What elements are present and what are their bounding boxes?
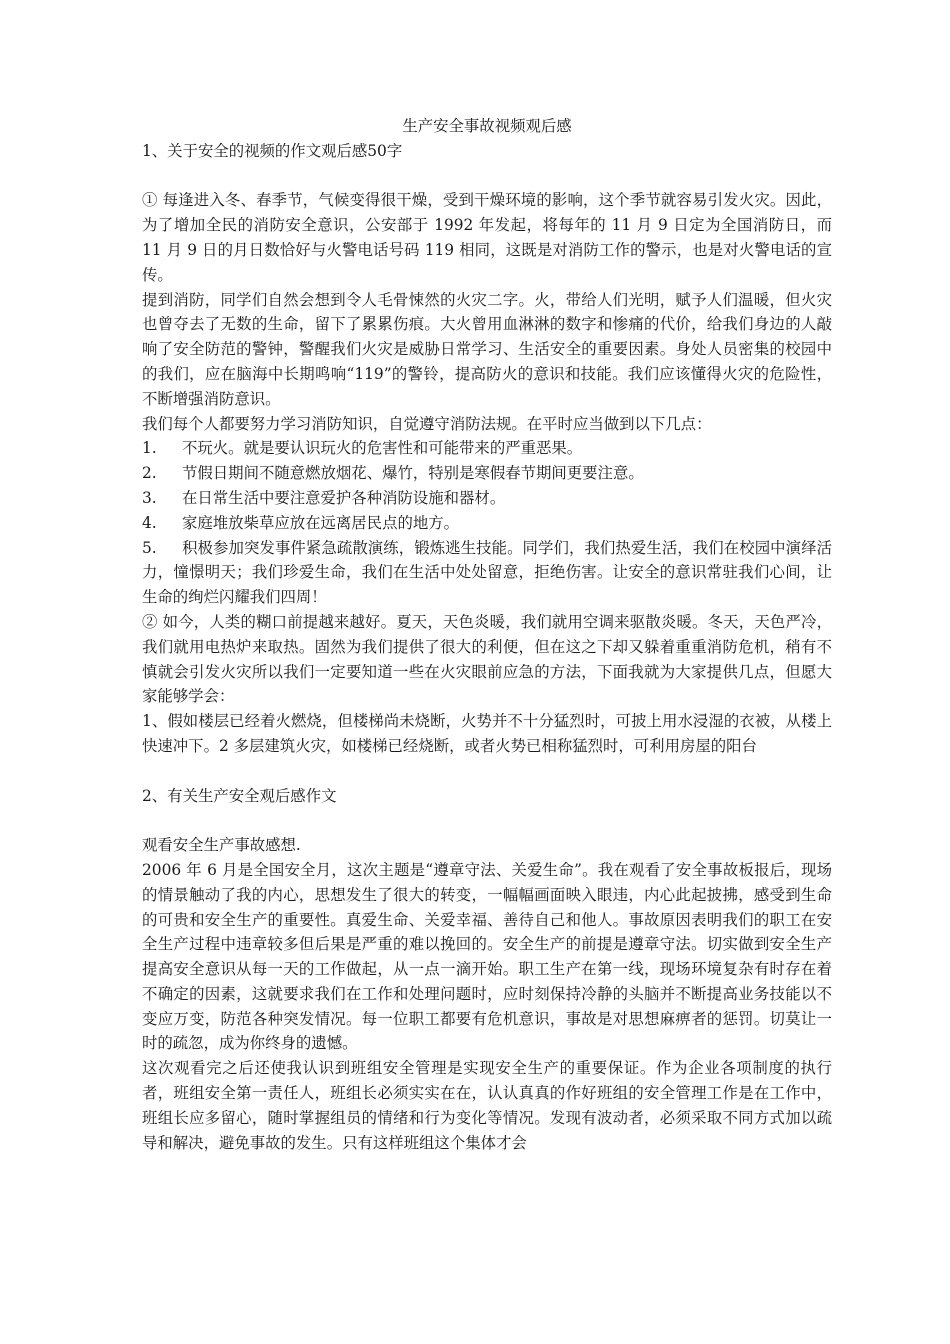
list-item-number: 5. bbox=[142, 538, 157, 557]
section1-heading: 1、关于安全的视频的作文观后感50字 bbox=[142, 141, 403, 160]
blank-line bbox=[142, 164, 832, 189]
section1-paragraph-5: 1、假如楼层已经着火燃烧，但楼梯尚未烧断，火势并不十分猛烈时，可披上用水浸湿的衣被，从楼上快速冲下。2 多层建筑火灾，如楼梯已经烧断，或者火势已相称猛烈时，可利用房屋的阳台 bbox=[142, 712, 832, 755]
list-item-number: 2. bbox=[142, 464, 157, 483]
section2-paragraph-2: 2006 年 6 月是全国安全月，这次主题是“遵章守法、关爱生命”。我在观看了安全事故板报后，现场的情景触动了我的内心，思想发生了很大的转变，一幅幅画面映入眼违，内心此起披拂，感受到生命的可贵和安全生产的重要性。真爱生命、关爱幸福、善待自己和他人。事故原因表明我们的职工在安全生产过程中违章较多但后果是严重的难以挽回的。安全生产的前提是遵章守法。切实做到安全生产提高安全意识从每一天的工作做起，从一点一滴开始。职工生产在第一线，现场环境复杂有时存在着不确定的因素，这就要求我们在工作和处理问题时，应时刻保持冷静的头脑并不断提高业务技能以不变应万变，防范各种突发情况。每一位职工都要有危机意识，事故是对思想麻痹者的惩罚。切莫让一时的疏忽，成为你终身的遗憾。 bbox=[142, 860, 832, 1053]
list-item-text: 积极参加突发事件紧急疏散演练，锻炼逃生技能。同学们，我们热爱生活，我们在校园中演绎活力，憧憬明天；我们珍爱生命，我们在生活中处处留意，拒绝伤害。让安全的意识常驻我们心间，让生命的绚烂闪耀我们四周！ bbox=[142, 538, 832, 607]
section1-paragraph-3: 我们每个人都要努力学习消防知识，自觉遵守消防法规。在平时应当做到以下几点： bbox=[142, 414, 712, 433]
section1-paragraph-2: 提到消防，同学们自然会想到令人毛骨悚然的火灾二字。火，带给人们光明，赋予人们温暖，但火灾也曾夺去了无数的生命，留下了累累伤痕。大火曾用血淋淋的数字和惨痛的代价，给我们身边的人敲响了安全防范的警钟，警醒我们火灾是威胁日常学习、生活安全的重要因素。身处人员密集的校园中的我们，应在脑海中长期鸣响“119”的警铃，提高防火的意识和技能。我们应该懂得火灾的危险性，不断增强消防意识。 bbox=[142, 290, 832, 408]
blank-line bbox=[142, 759, 832, 784]
section2-paragraph-1: 观看安全生产事故感想. bbox=[142, 836, 301, 855]
list-item-text: 不玩火。就是要认识玩火的危害性和可能带来的严重恶果。 bbox=[182, 439, 583, 458]
section1-paragraph-1: ① 每逢进入冬、春季节，气候变得很干燥，受到干燥环境的影响，这个季节就容易引发火灾。因此，为了增加全民的消防安全意识，公安部于 1992 年发起，将每年的 11 月 9 日定为全国消防日，而 11 月 9 日的月日数恰好与火警电话号码 119 相同，这既是对消防工作的警示，也是对火警电话的宣传。 bbox=[142, 191, 832, 284]
list-item bbox=[142, 486, 832, 511]
list-item bbox=[142, 436, 832, 461]
blank-line bbox=[142, 808, 832, 833]
document-title: 生产安全事故视频观后感 bbox=[402, 117, 572, 135]
list-item bbox=[142, 536, 832, 610]
safety-tips-list bbox=[142, 436, 832, 610]
list-item-number: 1. bbox=[142, 439, 157, 458]
section1-paragraph-4: ② 如今，人类的糊口前提越来越好。夏天，天色炎暖，我们就用空调来驱散炎暖。冬天，天色严冷，我们就用电热炉来取热。固然为我们提供了很大的利便，但在这之下却又躲着重重消防危机，稍有不慎就会引发火灾所以我们一定要知道一些在火灾眼前应急的方法，下面我就为大家提供几点，但愿大家能够学会： bbox=[142, 612, 832, 706]
list-item-text: 在日常生活中要注意爱护各种消防设施和器材。 bbox=[182, 488, 506, 507]
section2-heading: 2、有关生产安全观后感作文 bbox=[142, 786, 337, 805]
list-item bbox=[142, 511, 832, 536]
list-item bbox=[142, 461, 832, 486]
list-item-text: 节假日期间不随意燃放烟花、爆竹，特别是寒假春节期间更要注意。 bbox=[182, 464, 644, 483]
list-item-text: 家庭堆放柴草应放在远离居民点的地方。 bbox=[182, 513, 460, 532]
list-item-number: 4. bbox=[142, 513, 157, 532]
list-item-number: 3. bbox=[142, 488, 157, 507]
document-body bbox=[142, 114, 832, 1155]
section2-paragraph-3: 这次观看完之后还使我认识到班组安全管理是实现安全生产的重要保证。作为企业各项制度的执行者，班组安全第一责任人，班组长必须实实在在，认认真真的作好班组的安全管理工作是在工作中，班组长应多留心，随时掌握组员的情绪和行为变化等情况。发现有波动者，必须采取不同方式加以疏导和解决，避免事故的发生。只有这样班组这个集体才会 bbox=[142, 1059, 832, 1152]
